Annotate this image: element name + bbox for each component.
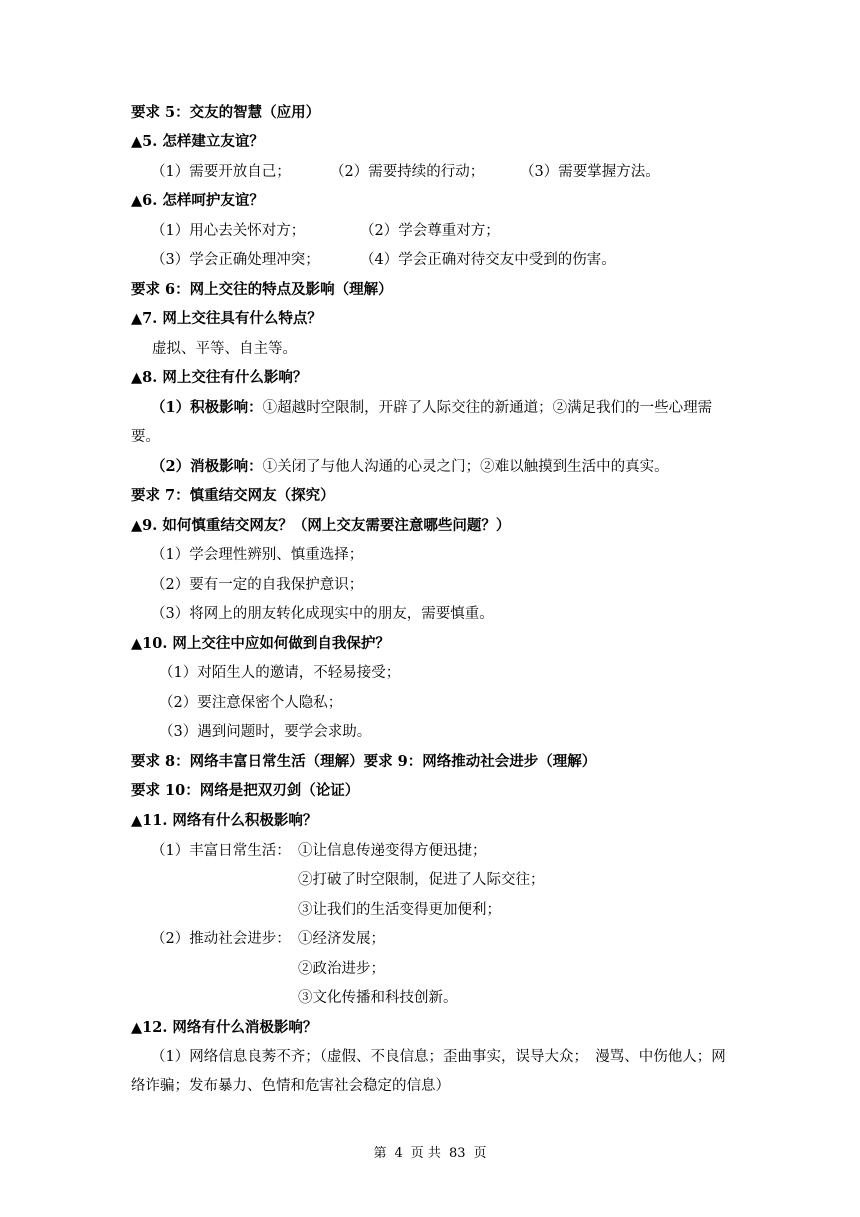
q10-item-3: （3）遇到问题时，要学会求助。 (159, 724, 372, 740)
q11-group2-item-2: ②政治进步； (298, 961, 385, 977)
q6-item-4: （4）学会正确对待交友中受到的伤害。 (360, 252, 616, 268)
q6-item-3: （3）学会正确处理冲突； (151, 252, 320, 268)
footer-page-number: 4 (394, 1146, 403, 1161)
q5-item-2: （2）需要持续的行动； (330, 164, 485, 180)
question-6-title: ▲6. 怎样呵护友谊？ (131, 192, 264, 209)
footer-middle: 页 共 (410, 1146, 441, 1161)
q6-item-1: （1）用心去关怀对方； (151, 223, 306, 239)
q11-group1-label: （1）丰富日常生活： (151, 843, 291, 859)
q9-item-3: （3）将网上的朋友转化成现实中的朋友，需要慎重。 (151, 606, 494, 622)
q10-item-1: （1）对陌生人的邀请，不轻易接受； (159, 665, 401, 681)
footer-total-pages: 83 (448, 1146, 466, 1161)
q8-positive-paragraph (131, 393, 733, 452)
question-7-title: ▲7. 网上交往具有什么特点？ (131, 310, 322, 327)
section-heading-req8-9: 要求 8：网络丰富日常生活（理解）要求 9：网络推动社会进步（理解） (131, 753, 597, 770)
section-heading-req7: 要求 7：慎重结交网友（探究） (131, 487, 335, 504)
q8-positive-label: （1）积极影响： (151, 399, 263, 416)
q11-group1-item-2: ②打破了时空限制，促进了人际交往； (298, 872, 545, 888)
question-8-title: ▲8. 网上交往有什么影响？ (131, 369, 308, 386)
q11-group2-label: （2）推动社会进步： (151, 931, 291, 947)
page-footer (0, 1142, 860, 1161)
question-9-title: ▲9. 如何慎重结交网友？（网上交友需要注意哪些问题？） (131, 517, 511, 534)
question-12-title: ▲12. 网络有什么消极影响？ (131, 1019, 318, 1036)
q8-positive-text: ①超越时空限制，开辟了人际交往的新通道；②满足我们的一些心理需要。 (131, 400, 713, 445)
q5-item-1: （1）需要开放自己； (151, 164, 291, 180)
q6-item-2: （2）学会尊重对方； (360, 223, 500, 239)
q11-group1-item-3: ③让我们的生活变得更加便利； (298, 902, 501, 918)
section-heading-req10: 要求 10：网络是把双刃剑（论证） (131, 782, 360, 799)
q11-group2-item-1: ①经济发展； (298, 931, 385, 947)
q8-negative-text: ①关闭了与他人沟通的心灵之门；②难以触摸到生活中的真实。 (262, 459, 669, 475)
q9-item-2: （2）要有一定的自我保护意识； (151, 577, 364, 593)
footer-prefix: 第 (373, 1146, 387, 1161)
q7-answer: 虚拟、平等、自主等。 (152, 341, 297, 357)
question-11-title: ▲11. 网络有什么积极影响？ (131, 812, 318, 829)
section-heading-req6: 要求 6：网上交往的特点及影响（理解） (131, 281, 393, 298)
question-10-title: ▲10. 网上交往中应如何做到自我保护？ (131, 635, 390, 652)
q5-item-3: （3）需要掌握方法。 (520, 164, 660, 180)
q10-item-2: （2）要注意保密个人隐私； (159, 695, 343, 711)
q11-group2-item-3: ③文化传播和科技创新。 (298, 990, 458, 1006)
footer-suffix: 页 (473, 1146, 487, 1161)
q8-negative-paragraph (151, 457, 669, 477)
q9-item-1: （1）学会理性辨别、慎重选择； (151, 547, 364, 563)
q8-negative-label: （2）消极影响： (151, 458, 263, 475)
q11-group1-item-1: ①让信息传递变得方便迅捷； (298, 843, 487, 859)
question-5-title: ▲5. 怎样建立友谊？ (131, 133, 264, 150)
section-heading-req5: 要求 5：交友的智慧（应用） (131, 104, 321, 121)
q12-paragraph: （1）网络信息良莠不齐；（虚假、不良信息；歪曲事实，误导大众； 漫骂、中伤他人；网络诈骗；发布暴力、色情和危害社会稳定的信息） (131, 1049, 726, 1094)
